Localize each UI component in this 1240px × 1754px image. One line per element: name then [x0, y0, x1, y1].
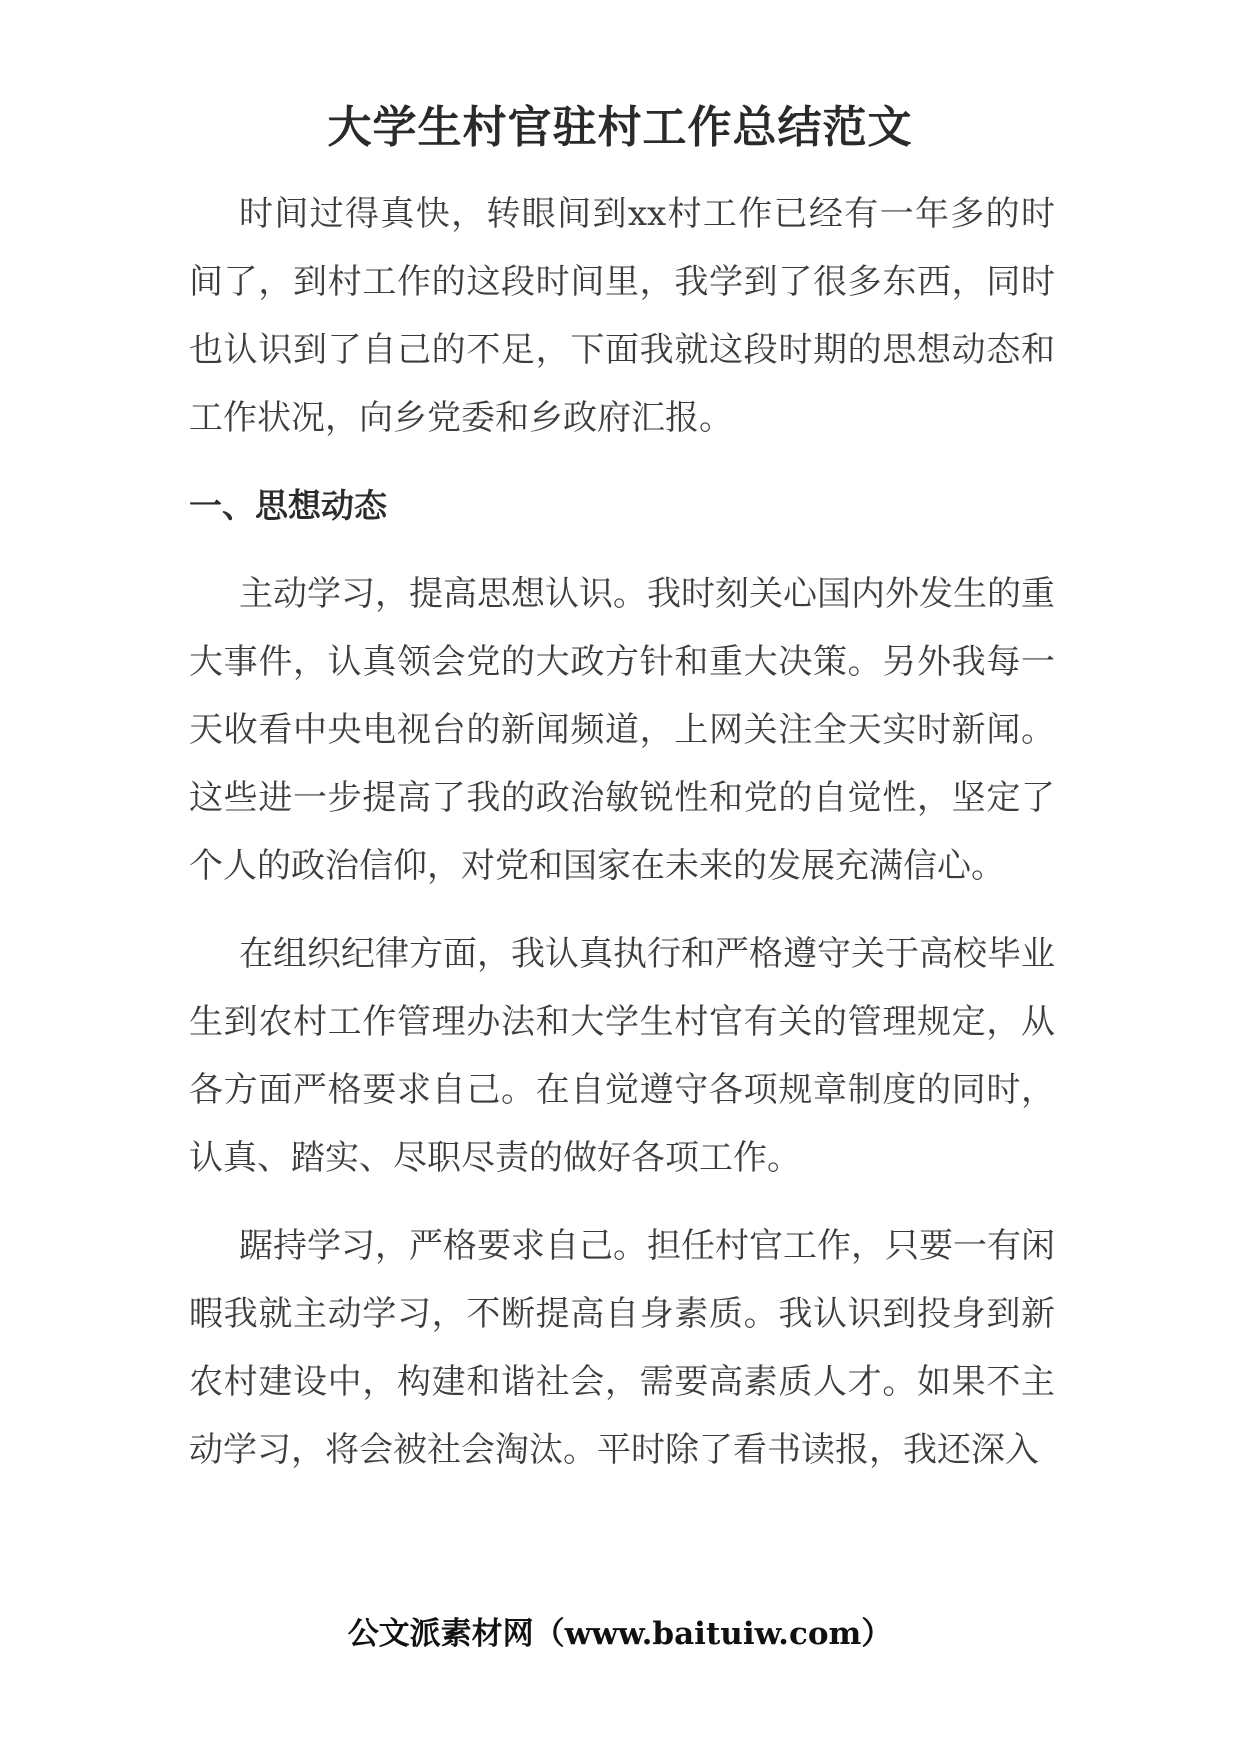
body-paragraph: 主动学习，提高思想认识。我时刻关心国内外发生的重大事件，认真领会党的大政方针和重大决策。另外我每一天收看中央电视台的新闻频道，上网关注全天实时新闻。这些进一步提高了我的政治敏锐性和党的自觉性，坚定了个人的政治信仰，对党和国家在未来的发展充满信心。	[189, 574, 1055, 886]
intro-paragraph: 时间过得真快，转眼间到xx村工作已经有一年多的时间了，到村工作的这段时间里，我学到了很多东西，同时也认识到了自己的不足，下面我就这段时期的思想动态和工作状况，向乡党委和乡政府汇报。	[189, 194, 1055, 438]
body-paragraph: 在组织纪律方面，我认真执行和严格遵守关于高校毕业生到农村工作管理办法和大学生村官有关的管理规定，从各方面严格要求自己。在自觉遵守各项规章制度的同时，认真、踏实、尽职尽责的做好各项工作。	[189, 934, 1055, 1178]
document-body	[189, 180, 1055, 1504]
footer-source: 公文派素材网（www.baituiw.com）	[347, 1616, 893, 1652]
body-paragraph: 踞持学习，严格要求自己。担任村官工作，只要一有闲暇我就主动学习，不断提高自身素质。我认识到投身到新农村建设中，构建和谐社会，需要高素质人才。如果不主动学习，将会被社会淘汰。平时除了看书读报，我还深入	[189, 1226, 1055, 1470]
section-heading: 一、思想动态	[189, 486, 387, 525]
document-title: 大学生村官驻村工作总结范文	[327, 102, 913, 153]
